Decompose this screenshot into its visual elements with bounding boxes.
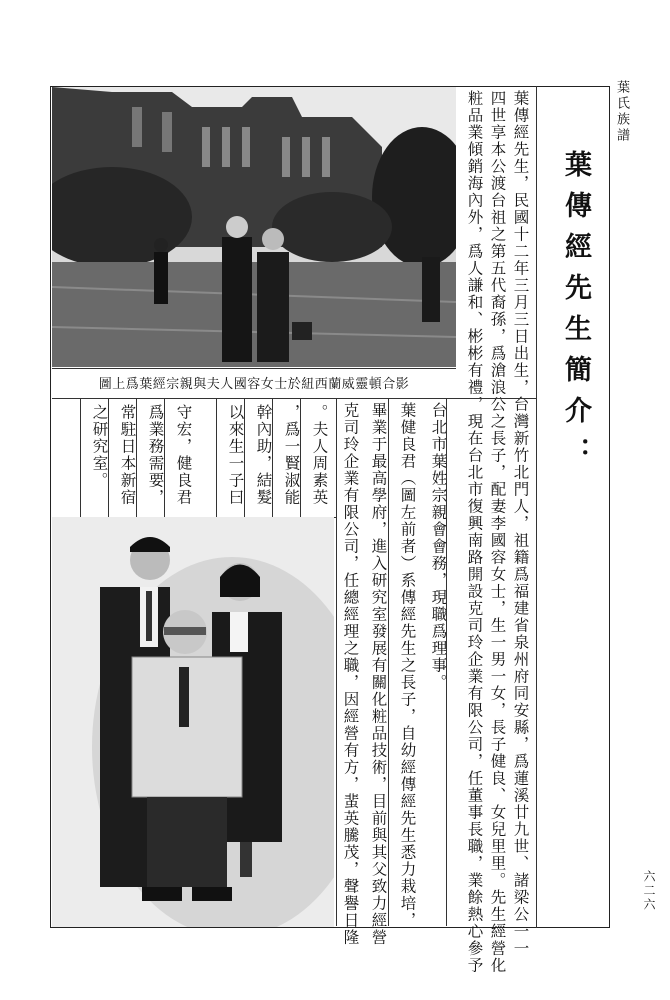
bio-column-7: 克司玲企業有限公司，任總經理之職，因經營有方，蜚英騰茂，聲譽日隆	[341, 402, 360, 946]
short-column: 常駐日本新宿	[118, 404, 137, 506]
photo-couple-wellington	[52, 87, 456, 367]
bio-column-3: 粧品業傾銷海內外，爲人謙和、彬彬有禮，現在台北市復興南路開設克司玲企業有限公司，任董事長職，業餘熱心參予	[465, 90, 484, 974]
column-rule	[136, 398, 137, 517]
bio-column-5: 葉健良君（圖左前者）系傳經先生之長子，自幼經傳經先生悉力栽培，	[398, 402, 417, 929]
caption-rule	[52, 398, 536, 399]
photo-caption: 圖上爲葉經宗親與夫人國容女士於紐西蘭威靈頓合影	[98, 377, 410, 392]
bio-column-6: 畢業于最高學府，進入研究室發展有關化粧品技術，目前與其父致力經營	[369, 402, 388, 946]
short-column: ，爲一賢淑能	[282, 404, 301, 506]
short-column: 之研究室。	[90, 404, 109, 489]
column-rule	[336, 398, 337, 926]
bio-column-2: 四世享本公渡台祖之第五代裔孫，爲滄浪公之長子，配妻李國容女士，生一男一女，長子健良、女兒里里。先生經營化	[488, 90, 507, 974]
short-column: 。夫人周素英	[310, 404, 329, 506]
bio-column-1: 葉傳經先生，民國十二年三月三日出生，台灣新竹北門人，祖籍爲福建省泉州府同安縣，爲蓮溪廿九世、諸梁公一一	[511, 90, 530, 957]
short-column: 幹內助，結髮	[254, 404, 273, 506]
column-rule	[388, 398, 389, 926]
caption-rule	[52, 368, 456, 369]
column-rule	[80, 398, 81, 517]
column-rule	[244, 398, 245, 517]
column-rule	[216, 398, 217, 517]
article-title: 葉傳經先生簡介：	[560, 150, 591, 478]
column-rule	[300, 398, 301, 517]
photo-family-portrait	[52, 517, 334, 927]
title-divider	[536, 86, 537, 928]
column-rule	[446, 398, 447, 926]
short-column: 以來生一子曰	[226, 404, 245, 506]
short-column: 爲業務需要，	[146, 404, 165, 506]
column-rule	[272, 398, 273, 517]
running-header: 葉氏族譜	[614, 80, 629, 144]
bio-column-4: 台北市葉姓宗親會會務，現職爲理事。	[429, 402, 448, 691]
page-number: 六二六	[642, 870, 656, 912]
short-column: 守宏，健良君	[174, 404, 193, 506]
column-rule	[164, 398, 165, 517]
column-rule	[108, 398, 109, 517]
